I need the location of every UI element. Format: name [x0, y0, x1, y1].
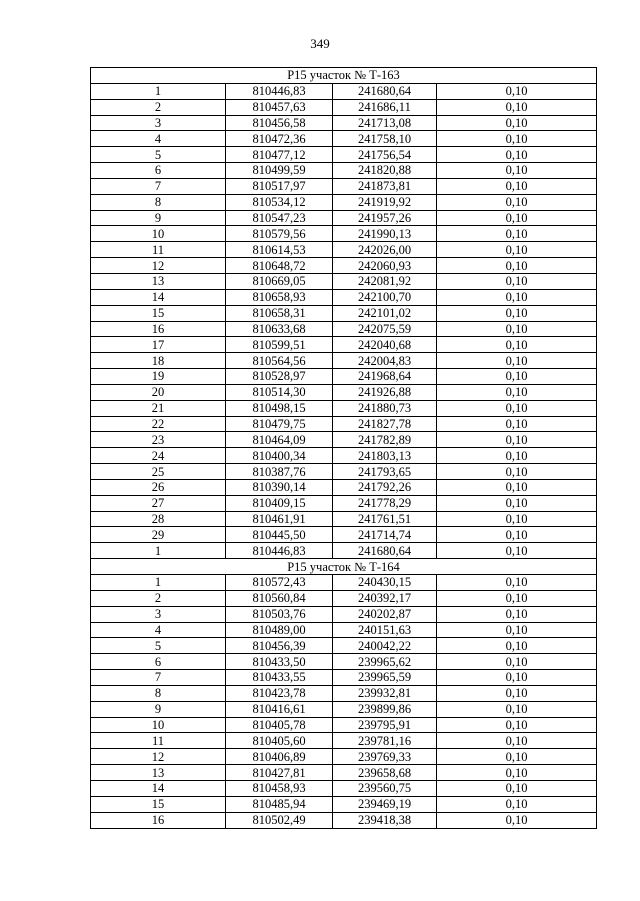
- accuracy-cell: 0,10: [437, 717, 597, 733]
- accuracy-cell: 0,10: [437, 99, 597, 115]
- accuracy-cell: 0,10: [437, 273, 597, 289]
- coordinates-table-body: [91, 68, 597, 829]
- table-row: [91, 242, 597, 258]
- y-coordinate-cell: 242026,00: [333, 242, 437, 258]
- table-row: [91, 796, 597, 812]
- accuracy-cell: 0,10: [437, 289, 597, 305]
- y-coordinate-cell: 242075,59: [333, 321, 437, 337]
- x-coordinate-cell: 810427,81: [226, 765, 333, 781]
- point-number-cell: 19: [91, 369, 226, 385]
- point-number-cell: 29: [91, 527, 226, 543]
- accuracy-cell: 0,10: [437, 527, 597, 543]
- point-number-cell: 15: [91, 796, 226, 812]
- point-number-cell: 8: [91, 685, 226, 701]
- accuracy-cell: 0,10: [437, 432, 597, 448]
- table-row: [91, 131, 597, 147]
- table-row: [91, 115, 597, 131]
- section-title: Р15 участок № Т-164: [91, 559, 597, 575]
- y-coordinate-cell: 242100,70: [333, 289, 437, 305]
- point-number-cell: 7: [91, 670, 226, 686]
- y-coordinate-cell: 241782,89: [333, 432, 437, 448]
- table-row: [91, 289, 597, 305]
- point-number-cell: 10: [91, 226, 226, 242]
- y-coordinate-cell: 239658,68: [333, 765, 437, 781]
- y-coordinate-cell: 239560,75: [333, 780, 437, 796]
- y-coordinate-cell: 241827,78: [333, 416, 437, 432]
- y-coordinate-cell: 241968,64: [333, 369, 437, 385]
- y-coordinate-cell: 241820,88: [333, 163, 437, 179]
- point-number-cell: 8: [91, 194, 226, 210]
- table-row: [91, 305, 597, 321]
- table-row: [91, 210, 597, 226]
- coordinates-table: [90, 67, 597, 829]
- accuracy-cell: 0,10: [437, 131, 597, 147]
- y-coordinate-cell: 241803,13: [333, 448, 437, 464]
- point-number-cell: 9: [91, 701, 226, 717]
- accuracy-cell: 0,10: [437, 464, 597, 480]
- y-coordinate-cell: 241713,08: [333, 115, 437, 131]
- accuracy-cell: 0,10: [437, 115, 597, 131]
- x-coordinate-cell: 810499,59: [226, 163, 333, 179]
- x-coordinate-cell: 810406,89: [226, 749, 333, 765]
- y-coordinate-cell: 241680,64: [333, 83, 437, 99]
- accuracy-cell: 0,10: [437, 670, 597, 686]
- y-coordinate-cell: 240202,87: [333, 606, 437, 622]
- x-coordinate-cell: 810479,75: [226, 416, 333, 432]
- point-number-cell: 26: [91, 479, 226, 495]
- x-coordinate-cell: 810405,60: [226, 733, 333, 749]
- point-number-cell: 14: [91, 289, 226, 305]
- accuracy-cell: 0,10: [437, 400, 597, 416]
- table-row: [91, 337, 597, 353]
- x-coordinate-cell: 810572,43: [226, 575, 333, 591]
- x-coordinate-cell: 810599,51: [226, 337, 333, 353]
- x-coordinate-cell: 810387,76: [226, 464, 333, 480]
- y-coordinate-cell: 240151,63: [333, 622, 437, 638]
- accuracy-cell: 0,10: [437, 242, 597, 258]
- accuracy-cell: 0,10: [437, 749, 597, 765]
- y-coordinate-cell: 241873,81: [333, 178, 437, 194]
- table-row: [91, 812, 597, 828]
- table-row: [91, 590, 597, 606]
- accuracy-cell: 0,10: [437, 796, 597, 812]
- point-number-cell: 17: [91, 337, 226, 353]
- accuracy-cell: 0,10: [437, 495, 597, 511]
- point-number-cell: 22: [91, 416, 226, 432]
- point-number-cell: 3: [91, 606, 226, 622]
- point-number-cell: 2: [91, 99, 226, 115]
- y-coordinate-cell: 242060,93: [333, 258, 437, 274]
- y-coordinate-cell: 241761,51: [333, 511, 437, 527]
- x-coordinate-cell: 810390,14: [226, 479, 333, 495]
- y-coordinate-cell: 240430,15: [333, 575, 437, 591]
- accuracy-cell: 0,10: [437, 733, 597, 749]
- y-coordinate-cell: 242081,92: [333, 273, 437, 289]
- point-number-cell: 28: [91, 511, 226, 527]
- accuracy-cell: 0,10: [437, 194, 597, 210]
- x-coordinate-cell: 810456,58: [226, 115, 333, 131]
- x-coordinate-cell: 810517,97: [226, 178, 333, 194]
- table-row: [91, 733, 597, 749]
- table-row: [91, 99, 597, 115]
- table-row: [91, 432, 597, 448]
- y-coordinate-cell: 241680,64: [333, 543, 437, 559]
- page-number: 349: [310, 36, 330, 51]
- y-coordinate-cell: 242040,68: [333, 337, 437, 353]
- x-coordinate-cell: 810503,76: [226, 606, 333, 622]
- accuracy-cell: 0,10: [437, 384, 597, 400]
- table-row: [91, 717, 597, 733]
- x-coordinate-cell: 810658,31: [226, 305, 333, 321]
- table-row: [91, 638, 597, 654]
- table-row: [91, 163, 597, 179]
- x-coordinate-cell: 810409,15: [226, 495, 333, 511]
- table-row: [91, 495, 597, 511]
- x-coordinate-cell: 810457,63: [226, 99, 333, 115]
- point-number-cell: 25: [91, 464, 226, 480]
- accuracy-cell: 0,10: [437, 590, 597, 606]
- point-number-cell: 27: [91, 495, 226, 511]
- accuracy-cell: 0,10: [437, 448, 597, 464]
- y-coordinate-cell: 239965,62: [333, 654, 437, 670]
- point-number-cell: 3: [91, 115, 226, 131]
- x-coordinate-cell: 810564,56: [226, 353, 333, 369]
- table-row: [91, 670, 597, 686]
- accuracy-cell: 0,10: [437, 765, 597, 781]
- x-coordinate-cell: 810458,93: [226, 780, 333, 796]
- y-coordinate-cell: 241957,26: [333, 210, 437, 226]
- table-row: [91, 511, 597, 527]
- accuracy-cell: 0,10: [437, 321, 597, 337]
- x-coordinate-cell: 810648,72: [226, 258, 333, 274]
- table-row: [91, 527, 597, 543]
- x-coordinate-cell: 810461,91: [226, 511, 333, 527]
- y-coordinate-cell: 242004,83: [333, 353, 437, 369]
- point-number-cell: 4: [91, 131, 226, 147]
- y-coordinate-cell: 241919,92: [333, 194, 437, 210]
- table-row: [91, 400, 597, 416]
- accuracy-cell: 0,10: [437, 416, 597, 432]
- point-number-cell: 1: [91, 575, 226, 591]
- table-row: [91, 83, 597, 99]
- accuracy-cell: 0,10: [437, 479, 597, 495]
- y-coordinate-cell: 240042,22: [333, 638, 437, 654]
- x-coordinate-cell: 810477,12: [226, 147, 333, 163]
- table-row: [91, 685, 597, 701]
- point-number-cell: 16: [91, 321, 226, 337]
- point-number-cell: 10: [91, 717, 226, 733]
- accuracy-cell: 0,10: [437, 178, 597, 194]
- y-coordinate-cell: 241990,13: [333, 226, 437, 242]
- y-coordinate-cell: 241880,73: [333, 400, 437, 416]
- section-header-row: [91, 559, 597, 575]
- y-coordinate-cell: 239469,19: [333, 796, 437, 812]
- y-coordinate-cell: 241793,65: [333, 464, 437, 480]
- accuracy-cell: 0,10: [437, 210, 597, 226]
- accuracy-cell: 0,10: [437, 606, 597, 622]
- x-coordinate-cell: 810416,61: [226, 701, 333, 717]
- point-number-cell: 6: [91, 163, 226, 179]
- point-number-cell: 13: [91, 273, 226, 289]
- table-row: [91, 384, 597, 400]
- accuracy-cell: 0,10: [437, 575, 597, 591]
- y-coordinate-cell: 241756,54: [333, 147, 437, 163]
- y-coordinate-cell: 241686,11: [333, 99, 437, 115]
- accuracy-cell: 0,10: [437, 685, 597, 701]
- accuracy-cell: 0,10: [437, 226, 597, 242]
- x-coordinate-cell: 810489,00: [226, 622, 333, 638]
- table-row: [91, 575, 597, 591]
- y-coordinate-cell: 239781,16: [333, 733, 437, 749]
- table-row: [91, 654, 597, 670]
- x-coordinate-cell: 810547,23: [226, 210, 333, 226]
- x-coordinate-cell: 810579,56: [226, 226, 333, 242]
- table-row: [91, 464, 597, 480]
- table-row: [91, 622, 597, 638]
- accuracy-cell: 0,10: [437, 622, 597, 638]
- y-coordinate-cell: 241714,74: [333, 527, 437, 543]
- x-coordinate-cell: 810669,05: [226, 273, 333, 289]
- point-number-cell: 16: [91, 812, 226, 828]
- accuracy-cell: 0,10: [437, 543, 597, 559]
- accuracy-cell: 0,10: [437, 812, 597, 828]
- table-row: [91, 147, 597, 163]
- x-coordinate-cell: 810405,78: [226, 717, 333, 733]
- point-number-cell: 12: [91, 258, 226, 274]
- point-number-cell: 21: [91, 400, 226, 416]
- table-row: [91, 448, 597, 464]
- table-row: [91, 321, 597, 337]
- y-coordinate-cell: 239899,86: [333, 701, 437, 717]
- accuracy-cell: 0,10: [437, 353, 597, 369]
- y-coordinate-cell: 239932,81: [333, 685, 437, 701]
- x-coordinate-cell: 810502,49: [226, 812, 333, 828]
- accuracy-cell: 0,10: [437, 83, 597, 99]
- point-number-cell: 9: [91, 210, 226, 226]
- x-coordinate-cell: 810528,97: [226, 369, 333, 385]
- table-row: [91, 543, 597, 559]
- point-number-cell: 1: [91, 83, 226, 99]
- table-row: [91, 194, 597, 210]
- accuracy-cell: 0,10: [437, 258, 597, 274]
- table-row: [91, 780, 597, 796]
- x-coordinate-cell: 810456,39: [226, 638, 333, 654]
- accuracy-cell: 0,10: [437, 163, 597, 179]
- point-number-cell: 23: [91, 432, 226, 448]
- point-number-cell: 2: [91, 590, 226, 606]
- x-coordinate-cell: 810464,09: [226, 432, 333, 448]
- point-number-cell: 18: [91, 353, 226, 369]
- accuracy-cell: 0,10: [437, 305, 597, 321]
- y-coordinate-cell: 241758,10: [333, 131, 437, 147]
- table-row: [91, 369, 597, 385]
- y-coordinate-cell: 241778,29: [333, 495, 437, 511]
- table-row: [91, 353, 597, 369]
- point-number-cell: 13: [91, 765, 226, 781]
- y-coordinate-cell: 242101,02: [333, 305, 437, 321]
- table-row: [91, 765, 597, 781]
- y-coordinate-cell: 239795,91: [333, 717, 437, 733]
- x-coordinate-cell: 810445,50: [226, 527, 333, 543]
- point-number-cell: 15: [91, 305, 226, 321]
- accuracy-cell: 0,10: [437, 638, 597, 654]
- accuracy-cell: 0,10: [437, 511, 597, 527]
- table-row: [91, 701, 597, 717]
- x-coordinate-cell: 810433,55: [226, 670, 333, 686]
- x-coordinate-cell: 810446,83: [226, 83, 333, 99]
- point-number-cell: 11: [91, 242, 226, 258]
- accuracy-cell: 0,10: [437, 780, 597, 796]
- point-number-cell: 14: [91, 780, 226, 796]
- accuracy-cell: 0,10: [437, 701, 597, 717]
- x-coordinate-cell: 810560,84: [226, 590, 333, 606]
- y-coordinate-cell: 240392,17: [333, 590, 437, 606]
- table-row: [91, 416, 597, 432]
- section-header-row: [91, 68, 597, 84]
- point-number-cell: 1: [91, 543, 226, 559]
- y-coordinate-cell: 241926,88: [333, 384, 437, 400]
- x-coordinate-cell: 810534,12: [226, 194, 333, 210]
- x-coordinate-cell: 810658,93: [226, 289, 333, 305]
- point-number-cell: 12: [91, 749, 226, 765]
- point-number-cell: 5: [91, 638, 226, 654]
- x-coordinate-cell: 810472,36: [226, 131, 333, 147]
- y-coordinate-cell: 239418,38: [333, 812, 437, 828]
- accuracy-cell: 0,10: [437, 369, 597, 385]
- y-coordinate-cell: 239769,33: [333, 749, 437, 765]
- point-number-cell: 7: [91, 178, 226, 194]
- section-title: Р15 участок № Т-163: [91, 68, 597, 84]
- accuracy-cell: 0,10: [437, 147, 597, 163]
- point-number-cell: 11: [91, 733, 226, 749]
- x-coordinate-cell: 810433,50: [226, 654, 333, 670]
- x-coordinate-cell: 810446,83: [226, 543, 333, 559]
- x-coordinate-cell: 810614,53: [226, 242, 333, 258]
- table-row: [91, 273, 597, 289]
- table-row: [91, 606, 597, 622]
- x-coordinate-cell: 810423,78: [226, 685, 333, 701]
- y-coordinate-cell: 239965,59: [333, 670, 437, 686]
- table-row: [91, 178, 597, 194]
- accuracy-cell: 0,10: [437, 337, 597, 353]
- accuracy-cell: 0,10: [437, 654, 597, 670]
- point-number-cell: 5: [91, 147, 226, 163]
- point-number-cell: 6: [91, 654, 226, 670]
- table-row: [91, 749, 597, 765]
- point-number-cell: 24: [91, 448, 226, 464]
- table-row: [91, 226, 597, 242]
- x-coordinate-cell: 810633,68: [226, 321, 333, 337]
- point-number-cell: 20: [91, 384, 226, 400]
- x-coordinate-cell: 810400,34: [226, 448, 333, 464]
- table-row: [91, 258, 597, 274]
- x-coordinate-cell: 810498,15: [226, 400, 333, 416]
- y-coordinate-cell: 241792,26: [333, 479, 437, 495]
- point-number-cell: 4: [91, 622, 226, 638]
- x-coordinate-cell: 810485,94: [226, 796, 333, 812]
- table-row: [91, 479, 597, 495]
- x-coordinate-cell: 810514,30: [226, 384, 333, 400]
